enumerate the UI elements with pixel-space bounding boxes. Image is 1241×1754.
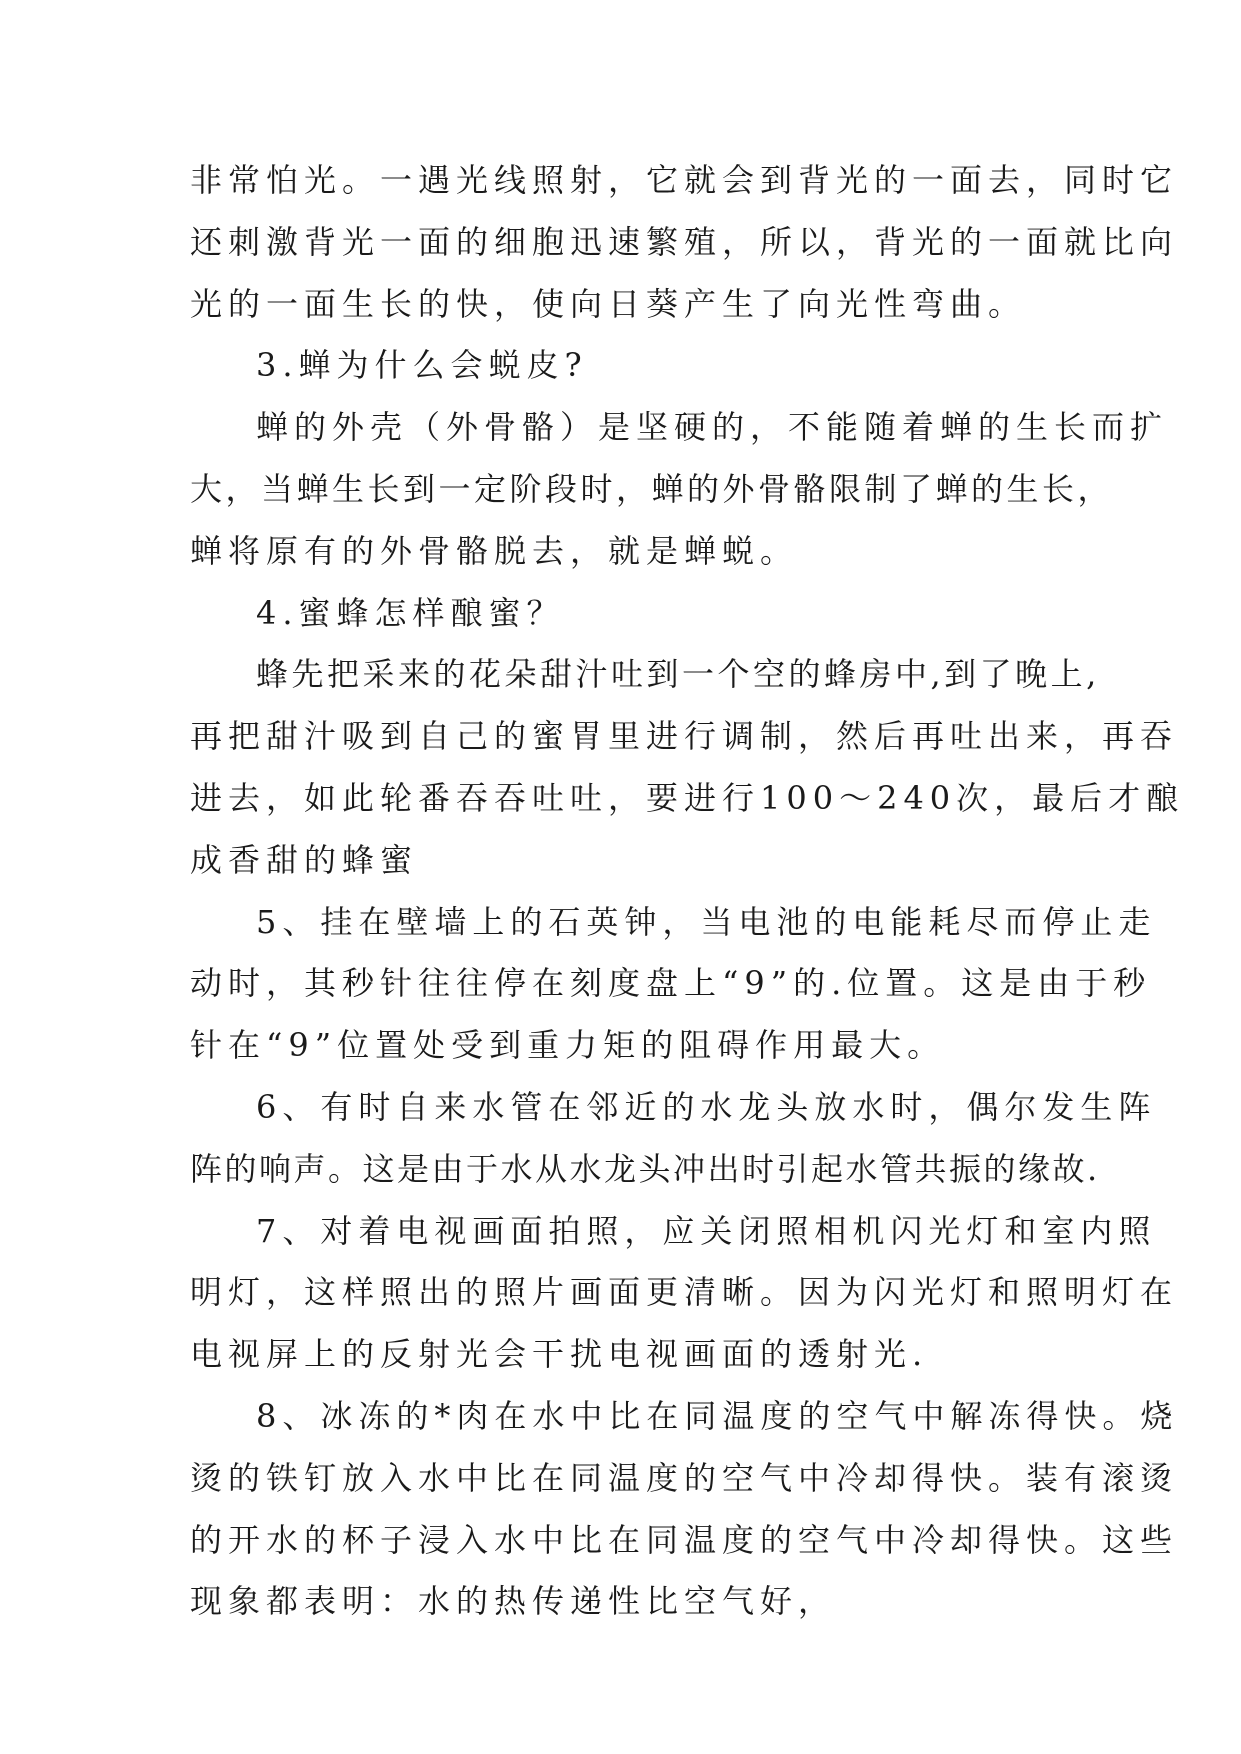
document-body	[190, 150, 1185, 1633]
text-line: 针在“9”位置处受到重力矩的阻碍作用最大。	[190, 1026, 946, 1065]
section-heading: 3.蝉为什么会蜕皮?	[256, 346, 588, 385]
text-line: 电视屏上的反射光会干扰电视画面的透射光.	[190, 1335, 929, 1374]
text-line: 还刺激背光一面的细胞迅速繁殖，所以，背光的一面就比向	[190, 222, 1179, 261]
section-heading: 4.蜜蜂怎样酿蜜？	[256, 593, 565, 632]
text-line: 光的一面生长的快，使向日葵产生了向光性弯曲。	[190, 284, 1027, 323]
text-line: 蜂先把采来的花朵甜汁吐到一个空的蜂房中,到了晚上,	[256, 655, 1100, 694]
text-line: 非常怕光。一遇光线照射，它就会到背光的一面去，同时它	[190, 161, 1179, 199]
text-line: 6、有时自来水管在邻近的水龙头放水时，偶尔发生阵	[256, 1087, 1157, 1126]
text-line: 成香甜的蜂蜜	[190, 840, 419, 879]
text-line: 再把甜汁吸到自己的蜜胃里进行调制，然后再吐出来，再吞	[190, 717, 1179, 756]
text-line: 7、对着电视画面拍照，应关闭照相机闪光灯和室内照	[256, 1211, 1157, 1250]
text-line: 蝉的外壳（外骨骼）是坚硬的，不能随着蝉的生长而扩	[256, 408, 1169, 447]
text-line: 烫的铁钉放入水中比在同温度的空气中冷却得快。装有滚烫	[190, 1458, 1179, 1497]
text-line: 大，当蝉生长到一定阶段时，蝉的外骨骼限制了蝉的生长，	[190, 469, 1114, 508]
text-line: 5、挂在壁墙上的石英钟，当电池的电能耗尽而停止走	[256, 902, 1157, 941]
text-line: 动时，其秒针往往停在刻度盘上“9”的.位置。这是由于秒	[190, 964, 1152, 1003]
text-line: 明灯，这样照出的照片画面更清晰。因为闪光灯和照明灯在	[190, 1273, 1179, 1312]
text-line: 蝉将原有的外骨骼脱去，就是蝉蜕。	[190, 531, 799, 570]
text-line: 的开水的杯子浸入水中比在同温度的空气中冷却得快。这些	[190, 1520, 1179, 1559]
text-line: 现象都表明：水的热传递性比空气好，	[190, 1582, 837, 1621]
text-line: 进去，如此轮番吞吞吐吐，要进行100～240次，最后才酿	[190, 778, 1185, 817]
text-line: 阵的响声。这是由于水从水龙头冲出时引起水管共振的缘故.	[190, 1149, 1100, 1188]
text-line: 8、冰冻的*肉在水中比在同温度的空气中解冻得快。烧	[256, 1396, 1179, 1435]
